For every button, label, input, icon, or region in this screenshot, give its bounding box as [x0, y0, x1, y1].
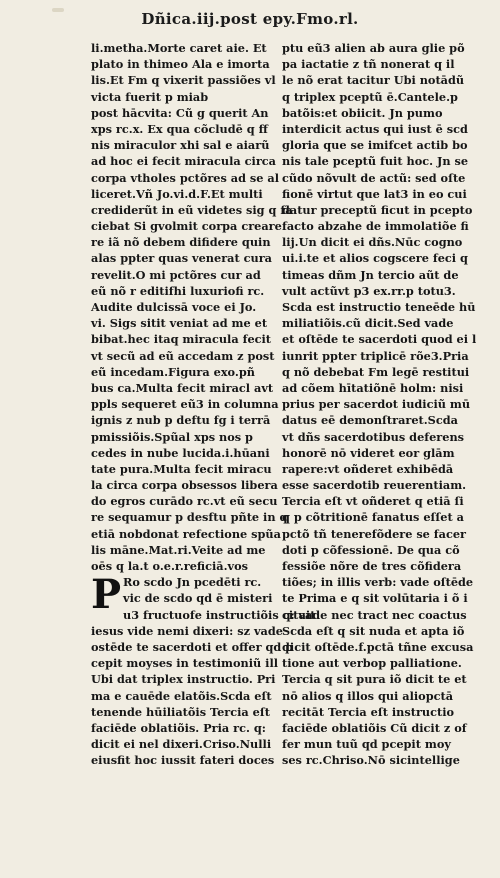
- text-line: post hācvita: Cũ g querit An: [91, 105, 269, 120]
- text-line: datus eē demonſtraret.Scda: [282, 413, 458, 428]
- text-line: lis māne.Mat.ri.Veite ad me: [91, 542, 266, 557]
- text-line: pa iactatie z tñ nonerat q il: [282, 57, 455, 72]
- text-line: rapere:vt oñderet exhibēdā: [282, 461, 454, 476]
- text-line: nō alios q illos qui aliopctā: [282, 688, 454, 703]
- text-line: faciēde oblatiõis Cũ dicit z of: [282, 720, 467, 735]
- text-line: tione aut verbop palliatione.: [282, 656, 462, 671]
- text-line: nis miraculor xhi sal e aiarũ: [91, 138, 270, 153]
- text-line: facto abzahe de immolatiõe fi: [282, 219, 469, 234]
- text-line: li.metha.Morte caret aie. Et: [91, 41, 267, 55]
- text-line: dicit oſtēde.f.pctā tñne excusa: [282, 639, 474, 654]
- text-line: q nõ debebat Fm legē restitui: [282, 364, 470, 379]
- text-line: vult actũvt p3 ex.rr.p totu3.: [282, 283, 456, 298]
- text-line: ppls sequeret eũ3 in columna: [91, 397, 279, 412]
- text-line: plato in thimeo Ala e imorta: [91, 57, 270, 72]
- text-line: gloria que se imifcet actib bo: [282, 138, 468, 153]
- text-line: q p cõtritionē fanatus eſſet a: [282, 510, 464, 525]
- text-line: Ubi dat triplex instructio. Pri: [91, 672, 276, 687]
- text-line: fer mun tuũ qd pcepit moy: [282, 737, 451, 752]
- text-line: vt secũ ad eũ accedam z post: [91, 348, 275, 363]
- text-line: ostēde te sacerdoti et offer qd p: [91, 639, 294, 654]
- text-line: crediderũt in eũ videtes sig q fa: [91, 202, 293, 217]
- text-line: Scda eſt q sit nuda et apta iõ: [282, 623, 465, 638]
- text-line: vic de scdo qd ē misteri: [123, 591, 273, 606]
- text-line: ciebat Si gvolmit corpa creare: [91, 219, 282, 234]
- text-line: te Prima e q sit volūtaria i õ i: [282, 591, 468, 606]
- text-line: miliatiõis.cũ dicit.Sed vade: [282, 316, 454, 331]
- text-line: q triplex pceptũ ē.Cantele.p: [282, 89, 458, 104]
- text-line: corpa vtholes pctõres ad se al: [91, 170, 280, 185]
- paragraph-with-initial: [91, 571, 316, 768]
- text-line: datur preceptũ ficut in pcepto: [282, 202, 473, 217]
- text-line: Tercia q sit pura iõ dicit te et: [282, 672, 467, 687]
- text-line: bus ca.Multa fecit miracl avt: [91, 380, 274, 395]
- text-line: u3 fructuofe instructiõis q: ait: [123, 607, 316, 622]
- text-line: tiões; in illis verb: vade oſtēde: [282, 575, 474, 590]
- text-line: re iã nõ debem difidere quin: [91, 235, 271, 250]
- left-text-column: [91, 40, 316, 768]
- text-line: lis.Et Fm q vixerit passiões vl: [91, 73, 276, 88]
- text-line: Ro scdo Jn pcedēti rc.: [123, 575, 262, 590]
- text-line: fessiõe nõre de tres cõfidera: [282, 559, 462, 573]
- text-line: et oſtēde te sacerdoti quod ei l: [282, 332, 477, 347]
- text-line: recitāt Tercia eſt instructio: [282, 704, 455, 719]
- text-line: citvade nec tract nec coactus: [282, 607, 467, 622]
- text-line: Audite dulcissā voce ei Jo.: [91, 300, 257, 314]
- text-line: re sequamur p desftu pñte in q: [91, 510, 288, 525]
- text-line: tate pura.Multa fecit miracu: [91, 461, 272, 476]
- text-line: Scda est instructio teneēde hū: [282, 300, 476, 314]
- text-line: interdicit actus qui iust ē scd: [282, 121, 468, 136]
- text-line: prius per sacerdot iudiciũ mū: [282, 397, 471, 412]
- text-line: ma e cauēde elatõis.Scda eſt: [91, 688, 272, 703]
- text-line: ad cõem hītatiõnē holm: nisi: [282, 380, 464, 395]
- text-line: xps rc.x. Ex qua cõcludē q ff: [91, 121, 268, 136]
- text-line: dicit ei nel dixeri.Criso.Nulli: [91, 737, 272, 752]
- text-line: faciēde oblatiõis. Pria rc. q:: [91, 720, 266, 735]
- text-line: etiā nobdonat refectione spũa: [91, 526, 281, 541]
- drop-initial: P: [91, 571, 122, 619]
- text-line: fionē virtut que lat3 in eo cui: [282, 186, 467, 201]
- text-line: eũ nõ r editifhi luxuriofi rc.: [91, 283, 265, 298]
- text-line: oēs q la.t o.e.r.reficiā.vos: [91, 559, 249, 573]
- text-line: eũ incedam.Figura exo.pñ: [91, 364, 255, 379]
- text-line: esse sacerdotib reuerentiam.: [282, 478, 467, 493]
- text-line: pctõ tñ tenerefõdere se facer: [282, 526, 467, 541]
- text-line: batõis:et obiicit. Jn pumo: [282, 105, 443, 120]
- text-line: cepit moyses in testimoniũ ill: [91, 656, 279, 671]
- text-line: do egros curādo rc.vt eũ secu: [91, 494, 278, 509]
- text-line: doti p cõfessionē. De qua cõ: [282, 542, 460, 557]
- text-line: cũdo nõvult de actũ: sed oſte: [282, 170, 466, 185]
- text-line: victa fuerit p miab: [91, 89, 209, 104]
- text-line: ses rc.Chriso.Nō sicintellige: [282, 753, 460, 768]
- text-line: honorē nō videret eor glām: [282, 445, 455, 460]
- text-line: bibat.hec itaq miracula fecit: [91, 332, 272, 347]
- text-line: cedes in nube lucida.i.hūani: [91, 445, 270, 460]
- text-line: iesus vide nemi dixeri: sz vade: [91, 623, 283, 638]
- text-line: la circa corpa obsessos libera: [91, 478, 278, 493]
- text-line: ptu eũ3 alien ab aura glie põ: [282, 41, 465, 55]
- text-line: pmissiõis.Spũal xps nos p: [91, 429, 253, 444]
- text-line: lij.Un dicit ei dñs.Nūc cogno: [282, 235, 463, 250]
- text-line: liceret.Vñ Jo.vi.d.F.Et multi: [91, 186, 263, 201]
- text-line: eiusfit hoc iussit fateri doces: [91, 753, 275, 768]
- right-text-column: [282, 40, 477, 768]
- text-line: vi. Sigs sitit veniat ad me et: [91, 316, 268, 331]
- text-line: alas ppter quas venerat cura: [91, 251, 272, 266]
- text-line: nis tale pceptũ fuit hoc. Jn se: [282, 154, 469, 169]
- text-line: vt dñs sacerdotibus deferens: [282, 429, 465, 444]
- text-line: revelit.O mi pctõres cur ad: [91, 267, 261, 282]
- text-line: iunrit ppter triplicē rõe3.Pria: [282, 348, 469, 363]
- running-header: Dñica.iij.post epy.Fmo.rl.: [141, 10, 359, 28]
- text-line: Tercia eſt vt oñderet q etiā ſi: [282, 494, 464, 509]
- text-line: timeas dñm Jn tercio aũt de: [282, 267, 459, 282]
- text-line: ignis z nub p deftu fg i terrā: [91, 413, 271, 428]
- text-line: ad hoc ei fecit miracula circa: [91, 154, 276, 169]
- text-line: tenende hūiliatõis Tercia eſt: [91, 704, 270, 719]
- text-line: ui.i.te et alios cogscere feci q: [282, 251, 468, 266]
- text-line: le nõ erat tacitur Ubi notādũ: [282, 73, 465, 88]
